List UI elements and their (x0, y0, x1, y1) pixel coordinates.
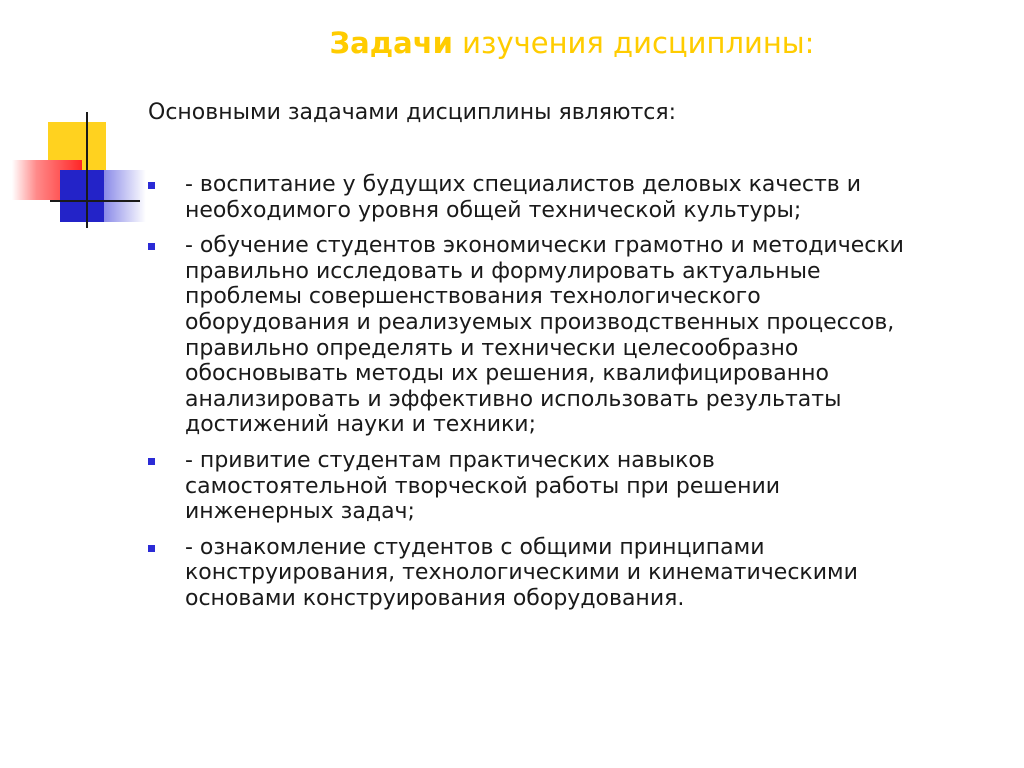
list-item-line: основами конструирования оборудования. (185, 585, 685, 611)
blue-square-decoration (60, 170, 104, 222)
list-item-line: правильно исследовать и формулировать актуальные (185, 258, 821, 284)
task-list (148, 172, 1008, 622)
list-item-line: анализировать и эффективно использовать результаты (185, 386, 842, 412)
list-item (148, 448, 1008, 525)
list-item-line: - воспитание у будущих специалистов деловых качеств и (185, 172, 862, 197)
slide-title (0, 26, 1024, 60)
list-item (148, 535, 1008, 612)
blue-gradient-decoration (104, 170, 146, 222)
list-item-line: - обучение студентов экономически грамотно и методически (185, 233, 904, 259)
list-item (148, 172, 1008, 223)
list-item-line: - ознакомление студентов с общими принципами (185, 534, 765, 560)
intro-text: Основными задачами дисциплины являются: (148, 100, 677, 125)
list-item-line: необходимого уровня общей технической культуры; (185, 197, 802, 223)
horizontal-line-decoration (50, 200, 140, 202)
square-bullet-icon (148, 182, 155, 189)
list-item-line: самостоятельной творческой работы при решении (185, 473, 781, 499)
list-item-line: достижений науки и техники; (185, 412, 537, 438)
list-item-line: обосновывать методы их решения, квалифицированно (185, 361, 829, 387)
vertical-line-decoration (86, 112, 88, 228)
list-item-line: инженерных задач; (185, 499, 415, 525)
square-bullet-icon (148, 545, 155, 552)
list-item (148, 233, 1008, 438)
list-item-line: конструирования, технологическими и кинематическими (185, 560, 858, 586)
square-bullet-icon (148, 458, 155, 465)
list-item-line: оборудования и реализуемых производственных процессов, (185, 309, 895, 335)
slide-title-rest: изучения дисциплины: (462, 26, 815, 60)
slide-title-bold: Задачи (329, 26, 453, 60)
list-item-line: правильно определять и технически целесообразно (185, 335, 799, 361)
list-item-line: проблемы совершенствования технологического (185, 284, 761, 310)
square-bullet-icon (148, 243, 155, 250)
list-item-line: - привитие студентам практических навыков (185, 447, 715, 473)
